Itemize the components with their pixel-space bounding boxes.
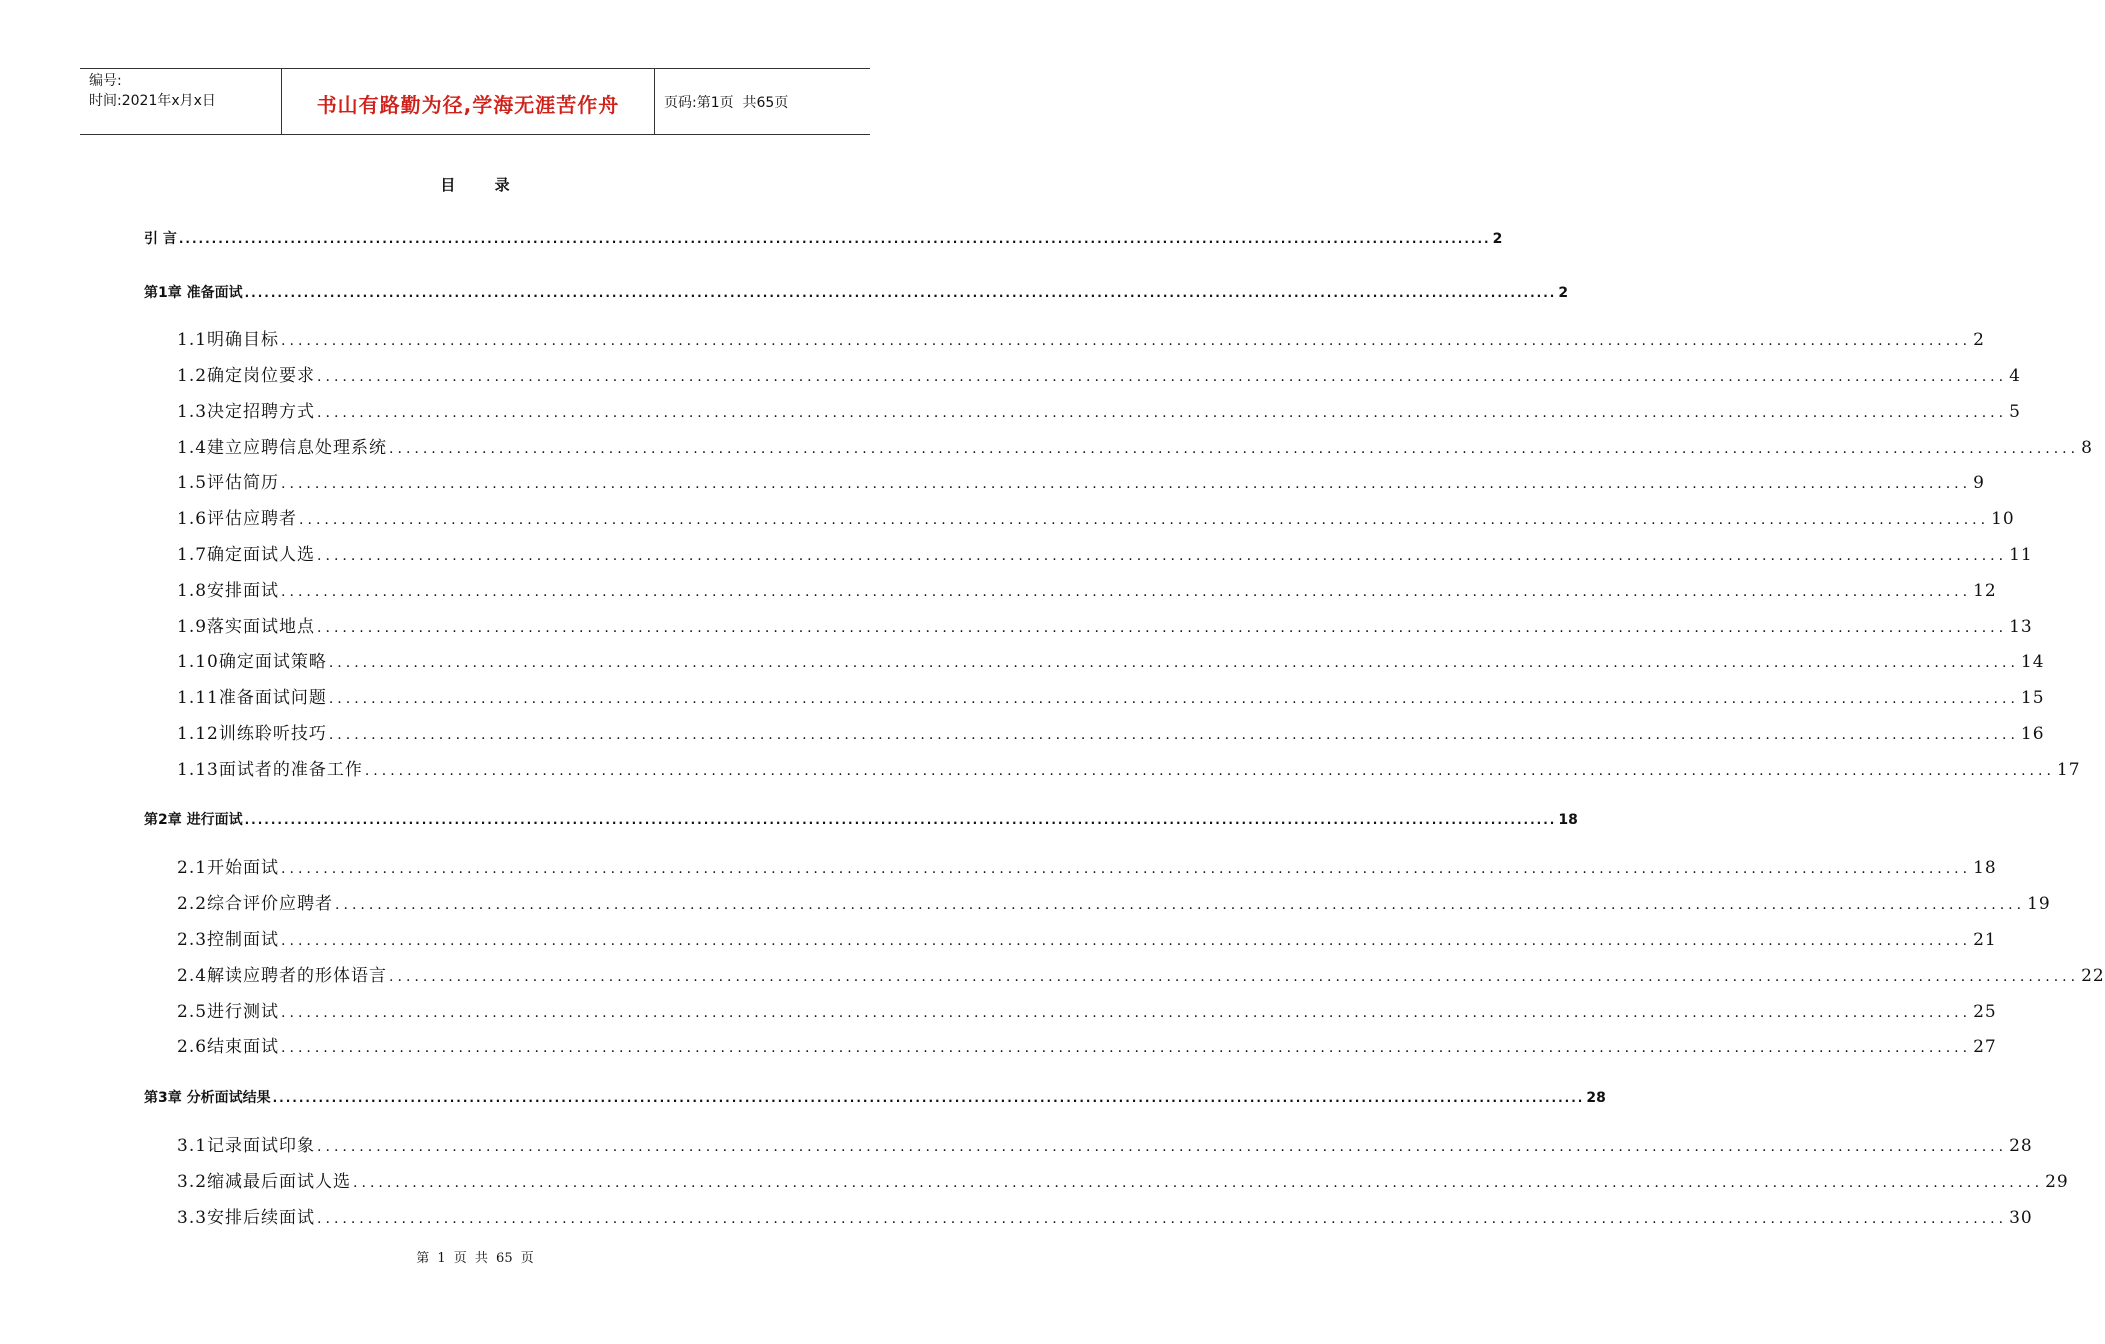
toc-section-entry[interactable] xyxy=(177,576,1997,601)
toc-entry-page: 9 xyxy=(1973,473,1985,493)
toc-entry-page: 10 xyxy=(1991,509,2015,529)
toc-section-entry[interactable] xyxy=(177,683,2045,708)
toc-section-entry[interactable] xyxy=(177,612,2033,637)
toc-dot-leader: ........................................................................................................................................................................................................ xyxy=(299,512,1990,528)
toc-entry-label: 1.6评估应聘者 xyxy=(177,509,298,529)
toc-dot-leader: ........................................................................................................................................................................................................ xyxy=(328,691,2019,707)
toc-dot-leader: ........................................................................................................................................................................................................ xyxy=(364,763,2055,779)
toc-dot-leader: ........................................................................................................................................................................................................ xyxy=(281,861,1972,877)
toc-entry-label: 引 言 xyxy=(144,231,177,247)
toc-section-entry[interactable] xyxy=(177,961,2105,986)
toc-entry-label: 2.6结束面试 xyxy=(177,1037,280,1057)
toc-dot-leader: ........................................................................................................................................................................................................ xyxy=(244,813,1557,827)
toc-section-entry[interactable] xyxy=(177,925,1997,950)
page-header xyxy=(80,68,870,135)
header-date-label: 时间:2021年x月x日 xyxy=(89,93,216,109)
header-motto: 书山有路勤为径,学海无涯苦作舟 xyxy=(282,69,655,134)
toc-entry-label: 1.10确定面试策略 xyxy=(177,652,327,672)
header-meta xyxy=(80,69,282,134)
toc-dot-leader: ........................................................................................................................................................................................................ xyxy=(353,1175,2044,1191)
toc-entry-label: 1.7确定面试人选 xyxy=(177,545,316,565)
toc-entry-label: 2.3控制面试 xyxy=(177,930,280,950)
toc-entry-label: 2.1开始面试 xyxy=(177,858,280,878)
toc-section-entry[interactable] xyxy=(177,1131,2033,1156)
toc-entry-page: 22 xyxy=(2081,966,2105,986)
toc-entry-page: 18 xyxy=(1973,858,1997,878)
toc-section-entry[interactable] xyxy=(177,1203,2033,1228)
toc-entry-page: 28 xyxy=(1586,1090,1606,1106)
toc-entry-page: 2 xyxy=(1558,285,1569,301)
toc-entry-label: 1.12训练聆听技巧 xyxy=(177,724,327,744)
toc-section-entry[interactable] xyxy=(177,361,2021,386)
toc-entry-page: 12 xyxy=(1973,581,1997,601)
toc-section-entry[interactable] xyxy=(177,853,1997,878)
toc-entry-page: 29 xyxy=(2045,1172,2069,1192)
header-number-label: 编号: xyxy=(89,73,122,89)
toc-chapter-entry[interactable] xyxy=(144,809,1578,829)
toc-entry-label: 1.1明确目标 xyxy=(177,330,280,350)
toc-title: 目 录 xyxy=(440,176,510,194)
toc-entry-page: 25 xyxy=(1973,1002,1997,1022)
toc-dot-leader: ........................................................................................................................................................................................................ xyxy=(281,584,1972,600)
toc-entry-page: 21 xyxy=(1973,930,1997,950)
toc-entry-label: 1.3决定招聘方式 xyxy=(177,402,316,422)
toc-entry-page: 27 xyxy=(1973,1037,1997,1057)
toc-entry-page: 2 xyxy=(1973,330,1985,350)
toc-dot-leader: ........................................................................................................................................................................................................ xyxy=(281,1005,1972,1021)
header-page-info xyxy=(655,69,870,134)
toc-entry-page: 18 xyxy=(1558,812,1578,828)
toc-dot-leader: ........................................................................................................................................................................................................ xyxy=(281,1040,1972,1056)
toc-dot-leader: ........................................................................................................................................................................................................ xyxy=(178,232,1491,246)
toc-entry-label: 3.3安排后续面试 xyxy=(177,1208,316,1228)
toc-entry-page: 11 xyxy=(2009,545,2033,565)
toc-dot-leader: ........................................................................................................................................................................................................ xyxy=(281,933,1972,949)
toc-section-entry[interactable] xyxy=(177,433,2093,458)
toc-entry-label: 第3章 分析面试结果 xyxy=(144,1090,271,1106)
toc-entry-page: 4 xyxy=(2009,366,2021,386)
toc-entry-label: 3.1记录面试印象 xyxy=(177,1136,316,1156)
toc-entry-page: 14 xyxy=(2020,652,2045,672)
toc-dot-leader: ........................................................................................................................................................................................................ xyxy=(244,286,1557,300)
toc-dot-leader: ........................................................................................................................................................................................................ xyxy=(317,1211,2008,1227)
toc-dot-leader: ........................................................................................................................................................................................................ xyxy=(328,655,2019,671)
toc-entry-page: 8 xyxy=(2081,438,2093,458)
toc-entry-label: 2.5进行测试 xyxy=(177,1002,280,1022)
toc-section-entry[interactable] xyxy=(177,647,2045,672)
toc-entry-page: 28 xyxy=(2009,1136,2033,1156)
toc-entry-label: 第2章 进行面试 xyxy=(144,812,243,828)
page-footer: 第 1 页 共 65 页 xyxy=(416,1251,534,1266)
toc-dot-leader: ........................................................................................................................................................................................................ xyxy=(317,548,2008,564)
toc-chapter-entry[interactable] xyxy=(144,282,1569,302)
toc-entry-page: 17 xyxy=(2056,760,2081,780)
header-page-info-text: 页码:第1页 共65页 xyxy=(664,94,789,111)
toc-section-entry[interactable] xyxy=(177,889,2051,914)
toc-entry-page: 16 xyxy=(2020,724,2045,744)
toc-section-entry[interactable] xyxy=(177,719,2045,744)
toc-dot-leader: ........................................................................................................................................................................................................ xyxy=(281,333,1972,349)
toc-entry-label: 1.2确定岗位要求 xyxy=(177,366,316,386)
toc-entry-page: 15 xyxy=(2020,688,2045,708)
toc-section-entry[interactable] xyxy=(177,1032,1997,1057)
toc-dot-leader: ........................................................................................................................................................................................................ xyxy=(389,441,2080,457)
toc-entry-label: 1.4建立应聘信息处理系统 xyxy=(177,438,388,458)
toc-entry-page: 30 xyxy=(2009,1208,2033,1228)
toc-entry-page: 5 xyxy=(2009,402,2021,422)
toc-chapter-entry[interactable] xyxy=(144,1087,1606,1107)
toc-entry-label: 1.8安排面试 xyxy=(177,581,280,601)
toc-section-entry[interactable] xyxy=(177,468,1985,493)
toc-section-entry[interactable] xyxy=(177,504,2015,529)
toc-entry-page: 13 xyxy=(2009,617,2033,637)
toc-section-entry[interactable] xyxy=(177,1167,2069,1192)
toc-entry-page: 2 xyxy=(1492,231,1503,247)
toc-dot-leader: ........................................................................................................................................................................................................ xyxy=(389,969,2080,985)
toc-dot-leader: ........................................................................................................................................................................................................ xyxy=(281,476,1972,492)
toc-section-entry[interactable] xyxy=(177,755,2081,780)
toc-section-entry[interactable] xyxy=(177,397,2021,422)
toc-dot-leader: ........................................................................................................................................................................................................ xyxy=(335,897,2026,913)
toc-entry-label: 第1章 准备面试 xyxy=(144,285,243,301)
toc-entry-label: 1.5评估简历 xyxy=(177,473,280,493)
toc-entry-page: 19 xyxy=(2027,894,2051,914)
toc-section-entry[interactable] xyxy=(177,997,1997,1022)
toc-entry-label: 3.2缩减最后面试人选 xyxy=(177,1172,352,1192)
toc-entry-label: 2.2综合评价应聘者 xyxy=(177,894,334,914)
toc-dot-leader: ........................................................................................................................................................................................................ xyxy=(317,405,2008,421)
toc-section-entry[interactable] xyxy=(177,325,1985,350)
toc-dot-leader: ........................................................................................................................................................................................................ xyxy=(272,1091,1585,1105)
toc-dot-leader: ........................................................................................................................................................................................................ xyxy=(328,727,2019,743)
toc-entry-label: 1.11准备面试问题 xyxy=(177,688,327,708)
toc-entry-label: 1.13面试者的准备工作 xyxy=(177,760,363,780)
toc-chapter-entry[interactable] xyxy=(144,228,1503,248)
toc-section-entry[interactable] xyxy=(177,540,2033,565)
toc-dot-leader: ........................................................................................................................................................................................................ xyxy=(317,620,2008,636)
toc-entry-label: 2.4解读应聘者的形体语言 xyxy=(177,966,388,986)
toc-entry-label: 1.9落实面试地点 xyxy=(177,617,316,637)
toc-dot-leader: ........................................................................................................................................................................................................ xyxy=(317,1139,2008,1155)
toc-dot-leader: ........................................................................................................................................................................................................ xyxy=(317,369,2008,385)
